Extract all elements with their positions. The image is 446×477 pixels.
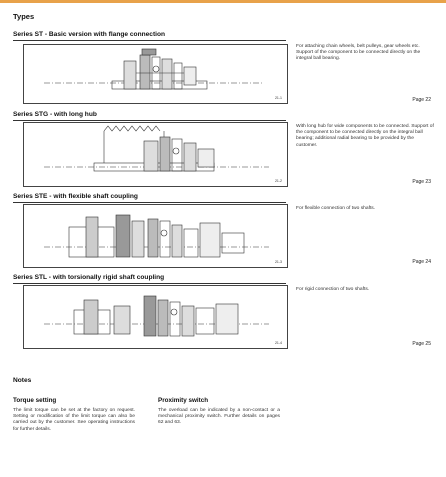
- series-ste-description: For flexible connection of two shafts.: [296, 206, 376, 211]
- series-st-drawing: [23, 44, 288, 104]
- series-ste-drawing: [23, 204, 288, 268]
- series-ste-rule: [13, 202, 286, 203]
- series-st-title: Series ST - Basic version with flange connection: [13, 31, 166, 38]
- series-stg-title: Series STG - with long hub: [13, 111, 97, 118]
- page-heading: Types: [13, 12, 35, 21]
- series-st-page: Page 22: [412, 97, 431, 103]
- proximity-switch-title: Proximity switch: [158, 397, 209, 404]
- series-ste-page: Page 24: [412, 259, 431, 265]
- series-stg-page: Page 23: [412, 179, 431, 185]
- torque-setting-text: The limit torque can be set at the factory on request. Setting or modification of the limit torque can also be carried out by the customer. See operating instructions for further details.: [13, 408, 135, 432]
- series-stl-rule: [13, 283, 286, 284]
- figure-id-21-3: 21-3: [274, 260, 282, 264]
- figure-id-21-1: 21-1: [274, 96, 282, 100]
- series-stl-description: For rigid connection of two shafts.: [296, 287, 370, 292]
- figure-id-21-4: 21-4: [274, 341, 282, 345]
- series-stl-drawing: [23, 285, 288, 349]
- top-accent-line: [0, 0, 446, 3]
- figure-id-21-2: 21-2: [274, 179, 282, 183]
- series-stl-title: Series STL - with torsionally rigid shaft coupling: [13, 274, 165, 281]
- series-stg-description: With long hub for wide components to be connected. Support of the component to be connected directly on the integral ball bearing; additional radial bearing to be provided by the customer.: [296, 124, 434, 148]
- series-st-description: For attaching chain wheels, belt pulleys, gear wheels etc. Support of the component to be connected directly on the integral ball bearing.: [296, 44, 421, 62]
- series-stl-page: Page 25: [412, 341, 431, 347]
- notes-heading: Notes: [13, 377, 32, 384]
- series-stg-drawing: [23, 122, 288, 187]
- series-st-rule: [13, 40, 286, 41]
- series-stg-rule: [13, 120, 286, 121]
- series-ste-title: Series STE - with flexible shaft coupling: [13, 193, 138, 200]
- torque-setting-title: Torque setting: [13, 397, 57, 404]
- proximity-switch-text: The overload can be indicated by a non-contact or a mechanical proximity switch. Further details on pages 62 and 63.: [158, 408, 280, 426]
